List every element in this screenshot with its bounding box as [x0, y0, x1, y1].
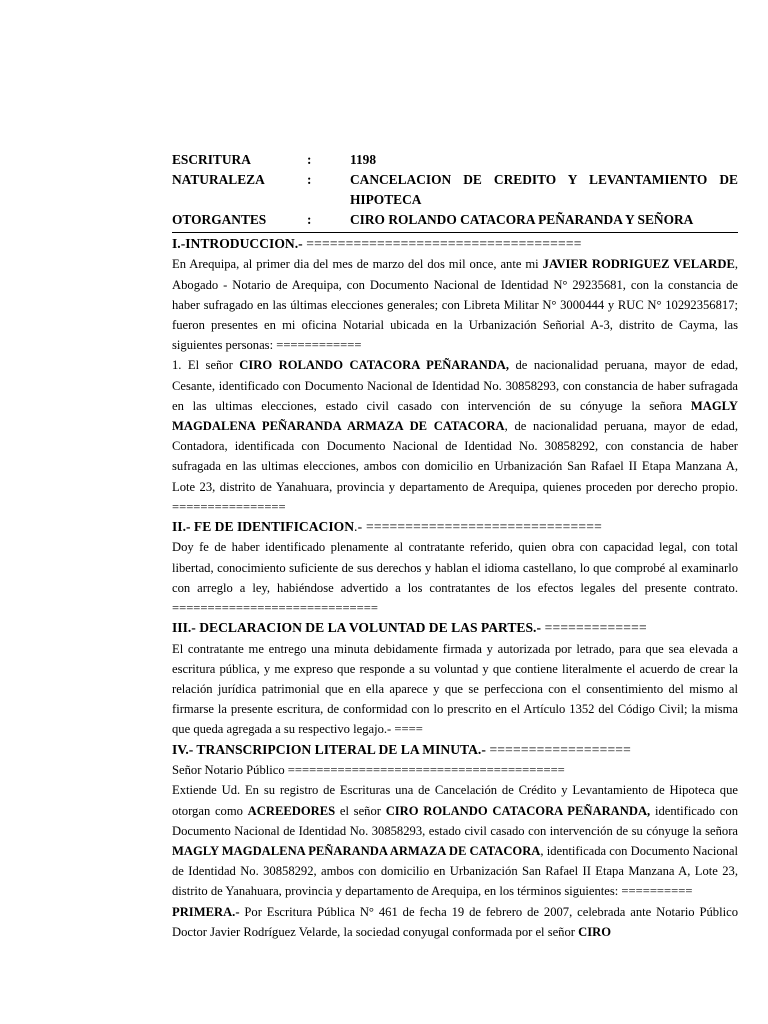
separator-line: .- ==============================	[354, 519, 602, 535]
party-name: CIRO ROLANDO CATACORA PEÑARANDA,	[385, 803, 651, 818]
separator-line: ==================	[485, 741, 632, 757]
naturaleza-label: NATURALEZA	[172, 172, 265, 187]
section-declaracion-heading	[172, 618, 738, 638]
section-title: III.- DECLARACION DE LA VOLUNTAD DE LAS PARTES.-	[172, 620, 541, 636]
otorgantes-label: OTORGANTES	[172, 212, 267, 227]
section-title: II.- FE DE IDENTIFICACION	[172, 519, 355, 535]
text: identificado con Documento Nacional de Identidad No. 30858293, estado civil casado con intervención de su cónyuge la señora	[172, 803, 738, 838]
section-transcripcion-heading	[172, 740, 738, 760]
text: , Abogado - Notario de Arequipa, con Documento Nacional de Identidad N° 29235681, con la constancia de haber sufragado en las últimas elecciones generales; con Libreta Militar N° 3000444 y RUC N° 10292356817; fueron presentes en mi oficina Notarial ubicada en la Urbanización Señorial A-3, distrito de Cayma, las siguientes personas: ============	[172, 257, 738, 353]
intro-paragraph	[172, 254, 738, 355]
colon: :	[307, 212, 312, 227]
section-title: IV.- TRANSCRIPCION LITERAL DE LA MINUTA.-	[172, 741, 486, 757]
acreedores-label: ACREEDORES	[247, 803, 336, 818]
party-name: CIRO ROLANDO CATACORA PEÑARANDA,	[239, 358, 510, 373]
parties-paragraph	[172, 355, 738, 517]
identificacion-paragraph: Doy fe de haber identificado plenamente al contratante referido, quien obra con capacidad legal, con total libertad, conocimiento suficiente de sus derechos y hablan el idioma castellano, lo que comprobé al examinarlo con arreglo a ley, habiéndose advertido a los contratantes de los efectos legales del presente contrato. =============================	[172, 540, 738, 616]
text: el señor	[335, 803, 386, 818]
separator-line: =============	[540, 620, 647, 636]
colon: :	[307, 152, 312, 167]
text: Por Escritura Pública N° 461 de fecha 19 de febrero de 2007, celebrada ante Notario Público Doctor Javier Rodríguez Velarde, la sociedad conyugal conformada por el señor	[172, 904, 738, 939]
spouse-name: MAGLY MAGDALENA PEÑARANDA ARMAZA DE CATACORA	[172, 398, 738, 434]
notary-name: JAVIER RODRIGUEZ VELARDE	[542, 257, 735, 272]
separator-line: ===================================	[302, 236, 582, 251]
header-block	[172, 150, 738, 233]
escritura-value: 1198	[350, 152, 377, 167]
otorgantes-value: CIRO ROLANDO CATACORA PEÑARANDA Y SEÑORA	[350, 212, 694, 227]
naturaleza-value: CANCELACION DE CREDITO Y LEVANTAMIENTO DE HIPOTECA	[350, 172, 738, 207]
declaracion-paragraph: El contratante me entrego una minuta debidamente firmada y autorizada por letrado, para que sea elevada a escritura pública, y me expreso que responde a su voluntad y que contiene literalmente el acuerdo de crear la relación jurídica patrimonial que en ella aparece y que se perfecciona con el consentimiento del mismo al firmarse la presente escritura, de conformidad con lo prescrito en el Artículo 1352 del Código Civil; la misma que queda agregada a su respectivo legajo.- ====	[172, 641, 738, 737]
otorgantes-row	[172, 210, 738, 230]
section-identificacion-heading	[172, 517, 738, 537]
header-divider	[172, 232, 738, 233]
clause-label: PRIMERA.-	[172, 904, 240, 919]
naturaleza-row	[172, 170, 738, 210]
text: En Arequipa, al primer dia del mes de marzo del dos mil once, ante mi	[172, 257, 543, 272]
colon: :	[307, 172, 312, 187]
salutation-line: Señor Notario Público =======================================	[172, 763, 565, 778]
section-title: I.-INTRODUCCION.-	[172, 236, 303, 251]
minuta-paragraph	[172, 780, 738, 901]
escritura-label: ESCRITURA	[172, 152, 251, 167]
document-page	[172, 150, 738, 942]
party-name: CIRO	[578, 924, 612, 939]
primera-clause	[172, 902, 738, 942]
text: , identificada con Documento Nacional de Identidad No. 30858292, ambos con domicilio en Urbanización San Rafael II Etapa Manzana A, Lote 23, distrito de Yanahuara, provincia y departamento de Arequipa, en los términos siguientes: ==========	[172, 843, 738, 899]
text: de nacionalidad peruana, mayor de edad, Cesante, identificado con Documento Nacional de Identidad No. 30858293, con constancia de haber sufragada en las ultimas elecciones, estado civil casado con intervención de su cónyuge la señora	[172, 358, 738, 413]
section-introduccion-heading	[172, 234, 738, 254]
text: 1. El señor	[172, 358, 240, 373]
spouse-name: MAGLY MAGDALENA PEÑARANDA ARMAZA DE CATACORA	[172, 843, 541, 858]
escritura-row	[172, 150, 738, 170]
text: Extiende Ud. En su registro de Escrituras una de Cancelación de Crédito y Levantamiento de Hipoteca que otorgan como	[172, 783, 738, 818]
text: , de nacionalidad peruana, mayor de edad, Contadora, identificada con Documento Nacional de Identidad No. 30858292, con constancia de haber sufragada en las ultimas elecciones, ambos con domicilio en Urbanización San Rafael II Etapa Manzana A, Lote 23, distrito de Yanahuara, provincia y departamento de Arequipa, quienes proceden por derecho propio. ================	[172, 419, 738, 514]
